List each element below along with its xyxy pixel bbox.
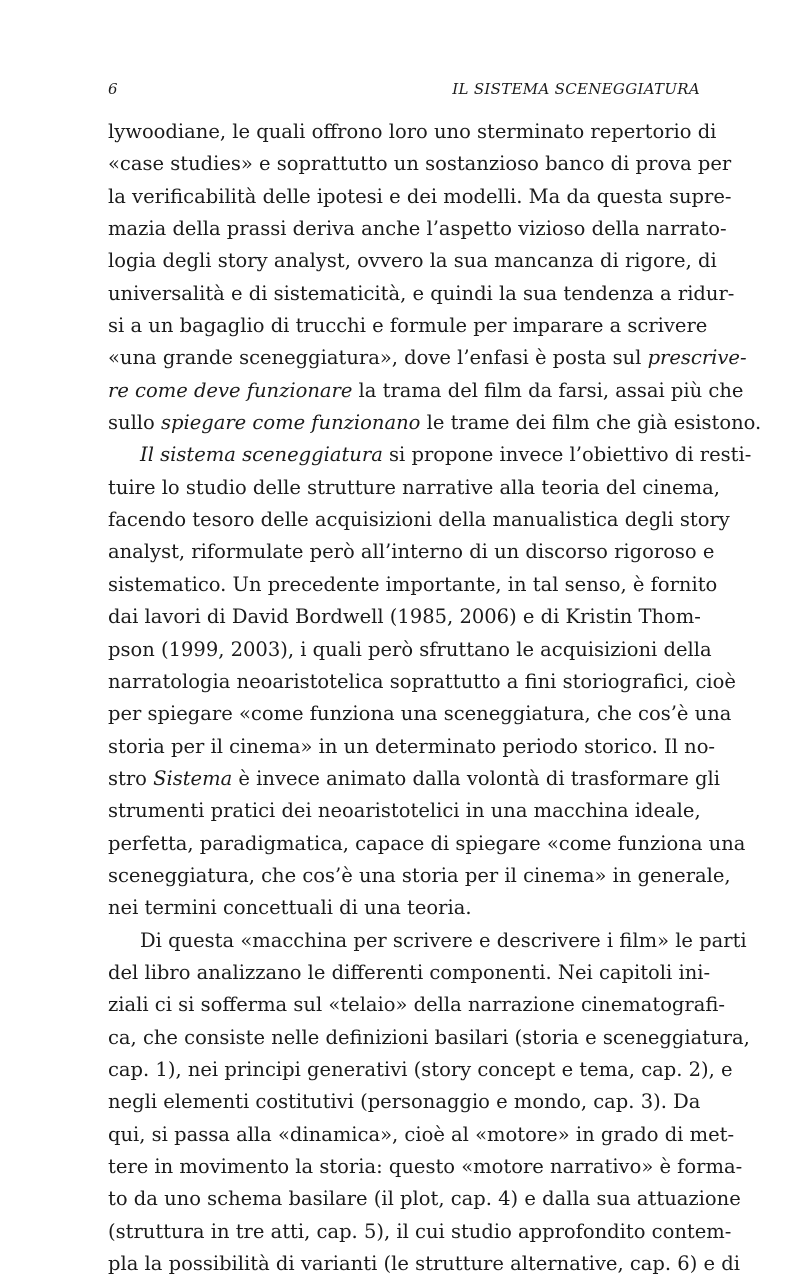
text-line: lywoodiane, le quali offrono loro uno sterminato repertorio di — [108, 120, 717, 143]
text-line: «case studies» e soprattutto un sostanzioso banco di prova per — [108, 152, 732, 176]
text-segment: le trame dei film che già esistono. — [420, 411, 762, 435]
text-line — [108, 342, 747, 374]
text-line — [108, 439, 752, 471]
text-line: facendo tesoro delle acquisizioni della manualistica degli story — [108, 508, 730, 532]
text-line: cap. 1), nei principi generativi (story concept e tema, cap. 2), e — [108, 1057, 733, 1081]
italic-text: re come deve funzionare — [108, 378, 353, 402]
italic-text: Sistema — [153, 766, 233, 790]
text-line: pla la possibilità di varianti (le strutture alternative, cap. 6) e di — [108, 1252, 740, 1276]
text-line: universalità e di sistematicità, e quindi la sua tendenza a ridur- — [108, 281, 735, 305]
text-line: la verificabilità delle ipotesi e dei modelli. Ma da questa supre- — [108, 184, 732, 208]
text-line: tuire lo studio delle strutture narrative alla teoria del cinema, — [108, 475, 720, 499]
text-line: sistematico. Un precedente importante, in tal senso, è fornito — [108, 572, 718, 596]
text-line: storia per il cinema» in un determinato periodo storico. Il no- — [108, 734, 716, 758]
text-line: perfetta, paradigmatica, capace di spiegare «come funziona una — [108, 831, 746, 855]
text-line: negli elementi costitutivi (personaggio e mondo, cap. 3). Da — [108, 1090, 701, 1114]
text-line: ziali ci si sofferma sul «telaio» della narrazione cinematografi- — [108, 993, 725, 1017]
text-segment: la trama del film da farsi, assai più che — [352, 378, 744, 402]
text-line: mazia della prassi deriva anche l’aspetto vizioso della narrato- — [108, 217, 727, 241]
italic-text: spiegare come funzionano — [160, 411, 421, 435]
text-line — [108, 763, 720, 795]
text-line: to da uno schema basilare (il plot, cap. 4) e dalla sua attuazione — [108, 1187, 741, 1211]
text-segment: «una grande sceneggiatura», dove l’enfasi è posta sul — [108, 346, 648, 370]
running-title: IL SISTEMA SCENEGGIATURA — [452, 80, 700, 98]
text-line: ca, che consiste nelle definizioni basilari (storia e sceneggiatura, — [108, 1025, 750, 1049]
text-line: narratologia neoaristotelica soprattutto a fini storiografici, cioè — [108, 669, 736, 693]
text-line: si a un bagaglio di trucchi e formule per imparare a scrivere — [108, 314, 708, 338]
text-line: qui, si passa alla «dinamica», cioè al «motore» in grado di met- — [108, 1122, 735, 1146]
text-segment: è invece animato dalla volontà di trasformare gli — [232, 766, 720, 790]
text-line: del libro analizzano le differenti componenti. Nei capitoli ini- — [108, 960, 711, 984]
text-line: (struttura in tre atti, cap. 5), il cui studio approfondito contem- — [108, 1219, 732, 1243]
italic-text: prescrive- — [647, 346, 747, 370]
body-text — [108, 116, 762, 1280]
text-segment: sullo — [108, 411, 161, 435]
text-line — [108, 407, 762, 439]
text-line: per spiegare «come funziona una sceneggiatura, che cos’è una — [108, 702, 732, 726]
text-line: analyst, riformulate però all’interno di un discorso rigoroso e — [108, 540, 715, 564]
text-segment: si propone invece l’obiettivo di resti- — [382, 443, 752, 467]
text-line: nei termini concettuali di una teoria. — [108, 896, 472, 920]
text-line: strumenti pratici dei neoaristotelici in una macchina ideale, — [108, 799, 701, 823]
text-line: logia degli story analyst, ovvero la sua mancanza di rigore, di — [108, 249, 717, 273]
page-number: 6 — [108, 80, 118, 98]
text-line: sceneggiatura, che cos’è una storia per il cinema» in generale, — [108, 863, 731, 887]
text-line — [108, 375, 744, 407]
text-segment: stro — [108, 766, 154, 790]
text-line: tere in movimento la storia: questo «motore narrativo» è forma- — [108, 1155, 743, 1178]
text-line: Di questa «macchina per scrivere e descrivere i film» le parti — [140, 928, 747, 952]
text-line: pson (1999, 2003), i quali però sfruttano le acquisizioni della — [108, 637, 712, 661]
book-title: Il sistema sceneggiatura — [140, 443, 383, 467]
text-line: dai lavori di David Bordwell (1985, 2006) e di Kristin Thom- — [108, 605, 701, 629]
